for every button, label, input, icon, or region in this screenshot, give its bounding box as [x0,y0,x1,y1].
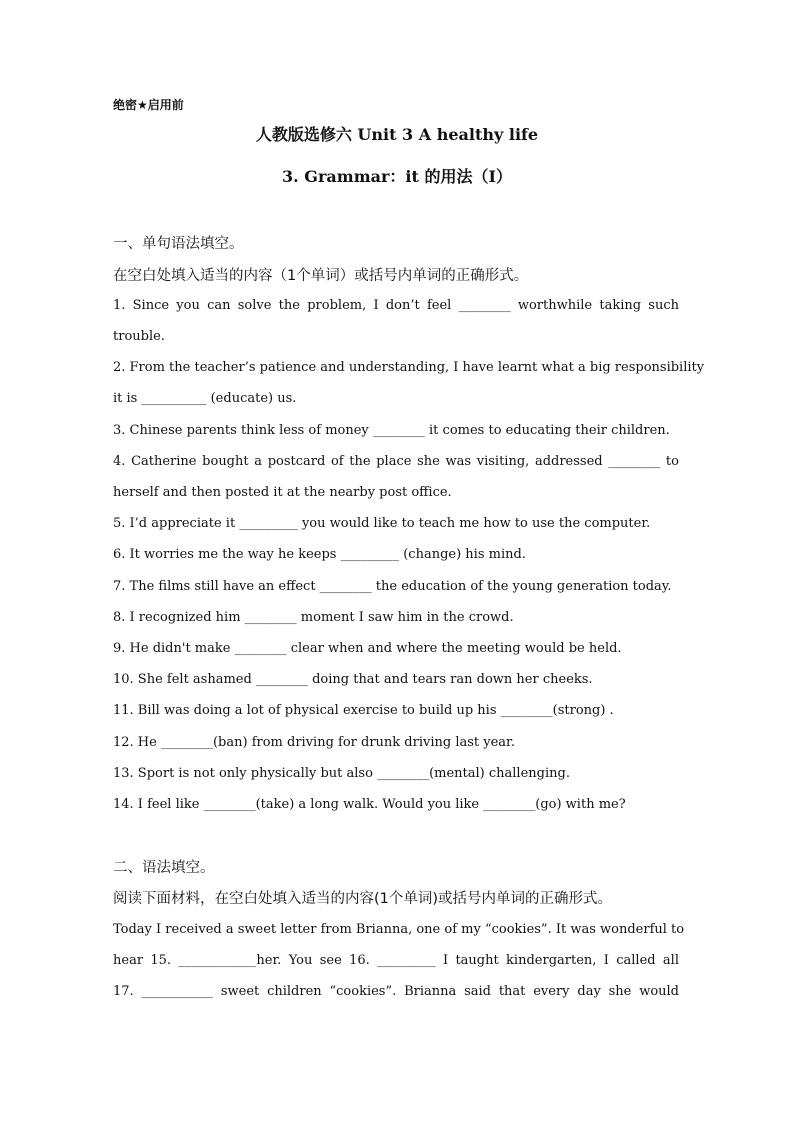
document-title: 人教版选修六 Unit 3 A healthy life [255,125,539,144]
exercise-line: 14. I feel like ________(take) a long walk. Would you like ________(go) with me? [113,797,626,812]
exercise-line: 2. From the teacher’s patience and understanding, I have learnt what a big responsibility [113,360,705,375]
exercise-line: 10. She felt ashamed ________ doing that and tears ran down her cheeks. [113,672,593,687]
confidential-mark: 绝密★启用前 [113,98,184,112]
exercise-line: 12. He ________(ban) from driving for drunk driving last year. [113,735,515,750]
exercise-line: 6. It worries me the way he keeps _________ (change) his mind. [113,547,526,562]
exercise-line: 5. I’d appreciate it _________ you would like to teach me how to use the computer. [113,516,651,531]
exercise-line: it is __________ (educate) us. [113,391,297,406]
exercise-line: 11. Bill was doing a lot of physical exercise to build up his ________(strong) . [113,703,614,718]
exercise-line: 8. I recognized him ________ moment I saw him in the crowd. [113,610,514,625]
document-subtitle: 3. Grammar：it 的用法（I） [282,167,512,186]
exercise-line: trouble. [113,329,165,344]
section1-heading: 一、单句语法填空。 [113,236,244,252]
exercise-line: 9. He didn't make ________ clear when and where the meeting would be held. [113,641,622,656]
exercise-line: 13. Sport is not only physically but also ________(mental) challenging. [113,766,570,781]
exercise-line: 3. Chinese parents think less of money ________ it comes to educating their children. [113,423,670,438]
exercise-line: herself and then posted it at the nearby post office. [113,485,452,500]
section2-instruction: 阅读下面材料，在空白处填入适当的内容(1个单词)或括号内单词的正确形式。 [113,891,613,907]
passage-line: 17. ___________ sweet children “cookies”. Brianna said that every day she would [113,984,679,999]
section2-heading: 二、语法填空。 [113,860,215,876]
passage-line: hear 15. ____________her. You see 16. _________ I taught kindergarten, I called all [113,953,679,968]
exercise-line: 7. The films still have an effect ________ the education of the young generation today. [113,579,672,594]
exercise-line: 1. Since you can solve the problem, I don’t feel ________ worthwhile taking such [113,298,679,313]
section1-instruction: 在空白处填入适当的内容（1个单词）或括号内单词的正确形式。 [113,268,529,284]
exercise-line: 4. Catherine bought a postcard of the place she was visiting, addressed ________ to [113,454,679,469]
passage-line: Today I received a sweet letter from Brianna, one of my “cookies”. It was wonderful to [113,922,685,937]
